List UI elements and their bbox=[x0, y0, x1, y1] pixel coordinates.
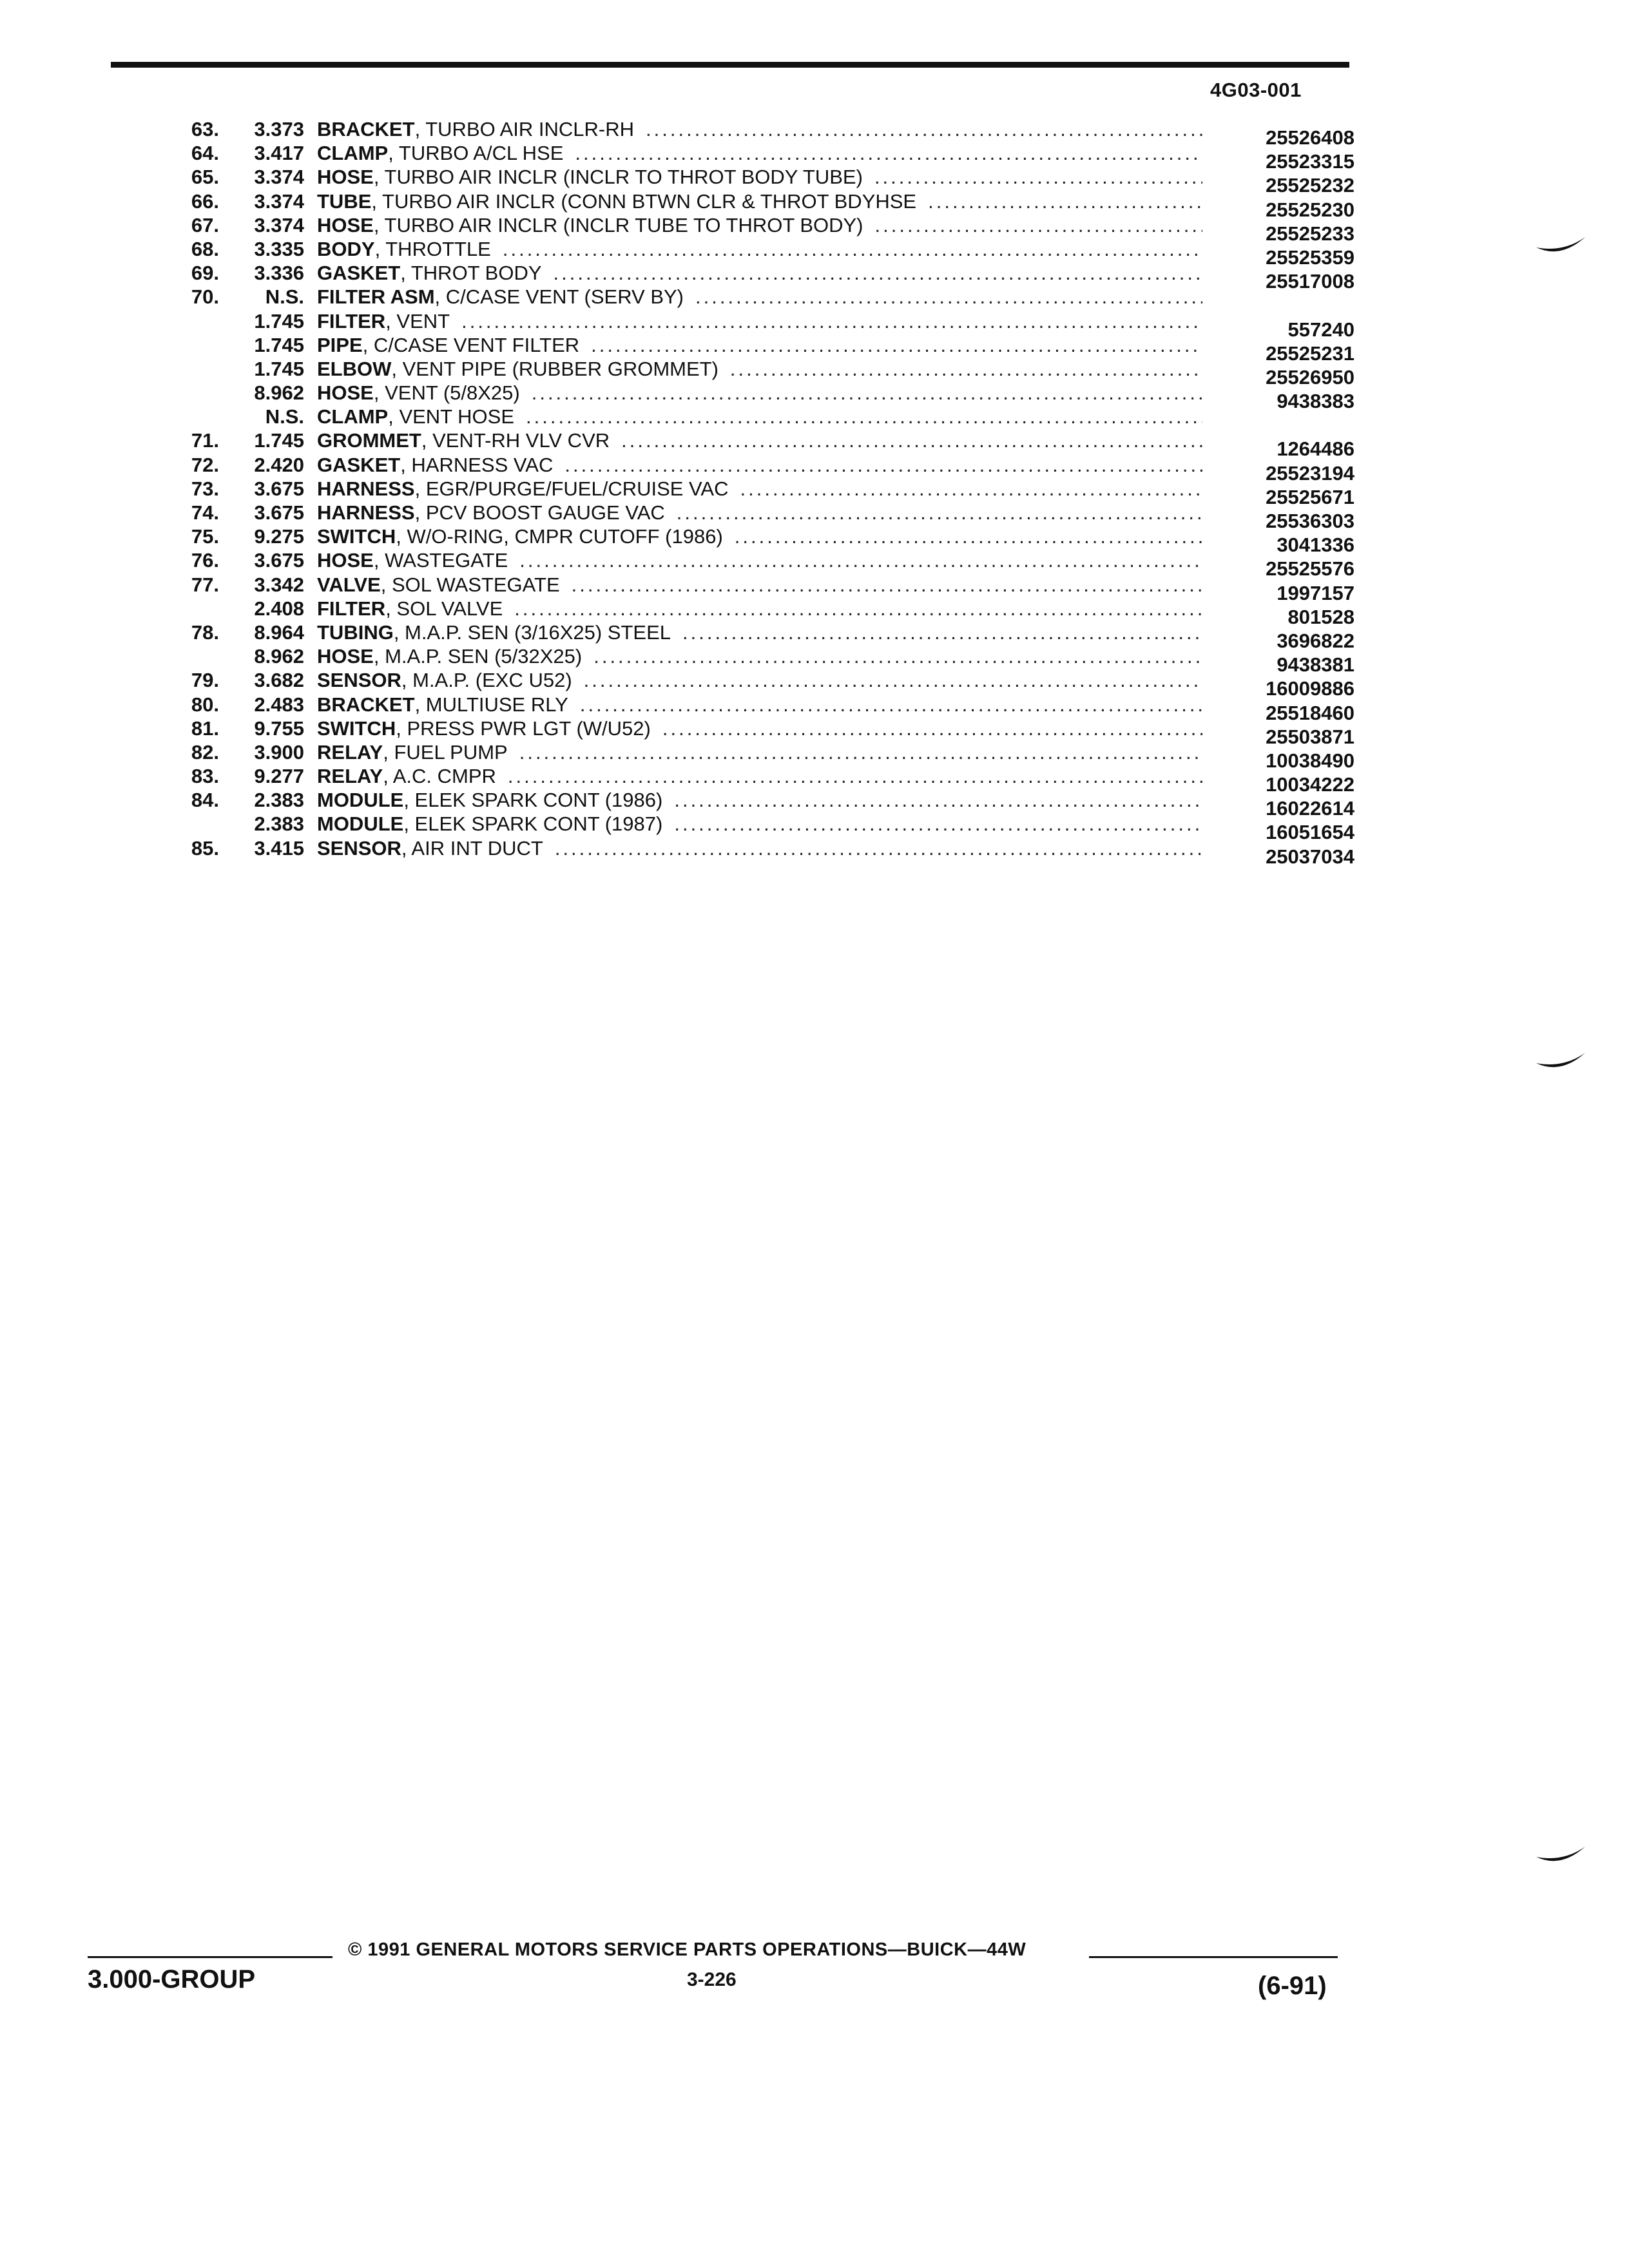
part-number: 10038490 bbox=[1266, 749, 1354, 772]
ref-number: 2.383 bbox=[254, 789, 304, 812]
leader-dots bbox=[575, 141, 1202, 165]
part-number: 1264486 bbox=[1277, 437, 1354, 461]
part-name: VALVE bbox=[317, 573, 381, 596]
parts-row bbox=[155, 261, 1354, 293]
part-description bbox=[317, 453, 1206, 477]
part-name: BRACKET bbox=[317, 693, 415, 716]
parts-row bbox=[155, 812, 1354, 844]
part-name: HARNESS bbox=[317, 501, 415, 524]
parts-row bbox=[155, 716, 1354, 748]
part-number: 25525671 bbox=[1266, 485, 1354, 508]
leader-dots bbox=[554, 261, 1202, 285]
part-number: 16051654 bbox=[1266, 821, 1354, 844]
ref-number: 3.675 bbox=[254, 477, 304, 500]
part-name: RELAY bbox=[317, 765, 383, 788]
part-name: MODULE bbox=[317, 789, 404, 812]
parts-row bbox=[155, 285, 1354, 309]
part-name: SWITCH bbox=[317, 716, 396, 740]
part-detail: , VENT (5/8X25) bbox=[373, 381, 520, 405]
part-description bbox=[317, 524, 1206, 548]
part-detail: , FUEL PUMP bbox=[383, 740, 508, 764]
part-detail: , W/O-RING, CMPR CUTOFF (1986) bbox=[396, 525, 723, 548]
part-description bbox=[317, 333, 1206, 357]
ref-number: 1.745 bbox=[254, 357, 304, 380]
ref-number: N.S. bbox=[265, 285, 304, 309]
part-number: 25523315 bbox=[1266, 150, 1354, 173]
part-number: 25525230 bbox=[1266, 198, 1354, 221]
part-detail: , VENT-RH VLV CVR bbox=[421, 429, 610, 452]
item-number: 69. bbox=[191, 262, 219, 285]
part-description bbox=[317, 165, 1206, 189]
ref-number: 3.374 bbox=[254, 166, 304, 189]
parts-row bbox=[155, 524, 1354, 557]
ref-number: 8.962 bbox=[254, 645, 304, 668]
item-number: 64. bbox=[191, 142, 219, 165]
part-number: 25525576 bbox=[1266, 557, 1354, 581]
part-number: 3041336 bbox=[1277, 533, 1354, 557]
parts-row bbox=[155, 620, 1354, 652]
top-rule bbox=[111, 62, 1349, 68]
ref-number: 3.682 bbox=[254, 669, 304, 692]
part-detail: , SOL VALVE bbox=[385, 597, 503, 620]
leader-dots bbox=[532, 381, 1202, 405]
leader-dots bbox=[874, 165, 1202, 189]
ref-number: 9.277 bbox=[254, 765, 304, 788]
item-number: 81. bbox=[191, 716, 219, 740]
leader-dots bbox=[461, 309, 1202, 333]
parts-row bbox=[155, 764, 1354, 796]
leader-dots bbox=[580, 693, 1202, 716]
item-number: 79. bbox=[191, 669, 219, 692]
item-number: 67. bbox=[191, 213, 219, 236]
footer-page-number: 3-226 bbox=[687, 1969, 737, 1990]
part-number: 25525232 bbox=[1266, 174, 1354, 197]
parts-row bbox=[155, 333, 1354, 365]
part-name: HOSE bbox=[317, 549, 374, 572]
parts-row bbox=[155, 428, 1354, 461]
part-detail: , ELEK SPARK CONT (1987) bbox=[403, 812, 663, 836]
leader-dots bbox=[674, 788, 1202, 812]
part-name: FILTER ASM bbox=[317, 285, 435, 309]
ref-number: 1.745 bbox=[254, 429, 304, 452]
part-description bbox=[317, 381, 1206, 405]
part-detail: , M.A.P. SEN (3/16X25) STEEL bbox=[393, 620, 671, 644]
parts-row bbox=[155, 117, 1354, 149]
page-code: 4G03-001 bbox=[1210, 79, 1302, 101]
ref-number: 3.342 bbox=[254, 573, 304, 596]
part-detail: , AIR INT DUCT bbox=[401, 836, 543, 860]
item-number: 76. bbox=[191, 549, 219, 572]
part-detail: , M.A.P. SEN (5/32X25) bbox=[373, 645, 583, 668]
item-number: 78. bbox=[191, 620, 219, 644]
parts-row bbox=[155, 141, 1354, 173]
ref-number: 3.335 bbox=[254, 237, 304, 260]
part-description bbox=[317, 764, 1206, 788]
leader-dots bbox=[591, 333, 1202, 357]
part-number: 10034222 bbox=[1266, 773, 1354, 796]
leader-dots bbox=[572, 573, 1202, 597]
part-detail: , WASTEGATE bbox=[373, 549, 508, 572]
leader-dots bbox=[519, 548, 1202, 572]
part-detail: , TURBO A/CL HSE bbox=[388, 142, 564, 165]
part-detail: , EGR/PURGE/FUEL/CRUISE VAC bbox=[414, 477, 729, 500]
part-number: 25503871 bbox=[1266, 725, 1354, 748]
part-description bbox=[317, 237, 1206, 261]
ref-number: 2.483 bbox=[254, 693, 304, 716]
ref-number: N.S. bbox=[265, 405, 304, 428]
part-detail: , TURBO AIR INCLR-RH bbox=[414, 118, 635, 140]
ref-number: 3.336 bbox=[254, 262, 304, 285]
part-name: PIPE bbox=[317, 333, 363, 356]
part-name: TUBE bbox=[317, 189, 372, 213]
part-name: BODY bbox=[317, 237, 375, 260]
footer-rule-left bbox=[88, 1956, 333, 1958]
leader-dots bbox=[695, 285, 1202, 309]
item-number: 73. bbox=[191, 477, 219, 500]
part-description bbox=[317, 548, 1206, 572]
part-number: 25525359 bbox=[1266, 245, 1354, 269]
part-description bbox=[317, 189, 1206, 213]
ref-number: 8.962 bbox=[254, 381, 304, 405]
ref-number: 1.745 bbox=[254, 333, 304, 356]
part-description bbox=[317, 428, 1206, 452]
part-detail: , THROT BODY bbox=[400, 262, 542, 285]
leader-dots bbox=[730, 357, 1202, 381]
item-number: 80. bbox=[191, 693, 219, 716]
leader-dots bbox=[682, 620, 1202, 644]
parts-row bbox=[155, 501, 1354, 532]
part-detail: , SOL WASTEGATE bbox=[380, 573, 560, 596]
part-number: 25526950 bbox=[1266, 365, 1354, 389]
part-description bbox=[317, 644, 1206, 668]
part-description bbox=[317, 668, 1206, 692]
binder-hole-mark bbox=[1535, 1843, 1586, 1869]
leader-dots bbox=[674, 812, 1202, 836]
part-description bbox=[317, 788, 1206, 812]
ref-number: 2.408 bbox=[254, 597, 304, 620]
footer-date: (6-91) bbox=[1258, 1972, 1327, 2000]
footer-group: 3.000-GROUP bbox=[88, 1965, 256, 1994]
parts-row bbox=[155, 788, 1354, 820]
part-description bbox=[317, 309, 1206, 333]
leader-dots bbox=[564, 453, 1202, 477]
part-description bbox=[317, 477, 1206, 501]
part-description bbox=[317, 716, 1206, 740]
part-number: 557240 bbox=[1287, 318, 1354, 341]
part-name: HOSE bbox=[317, 166, 374, 189]
leader-dots bbox=[584, 668, 1202, 692]
part-detail: , HARNESS VAC bbox=[400, 453, 554, 476]
ref-number: 3.900 bbox=[254, 740, 304, 764]
part-name: HOSE bbox=[317, 645, 374, 668]
part-name: ELBOW bbox=[317, 357, 392, 380]
item-number: 85. bbox=[191, 836, 219, 860]
ref-number: 3.415 bbox=[254, 836, 304, 860]
leader-dots bbox=[593, 644, 1202, 668]
item-number: 77. bbox=[191, 573, 219, 596]
part-number: 25525231 bbox=[1266, 341, 1354, 365]
leader-dots bbox=[555, 836, 1202, 860]
footer-rule-right bbox=[1089, 1956, 1338, 1958]
leader-dots bbox=[526, 405, 1202, 428]
part-detail: , PCV BOOST GAUGE VAC bbox=[414, 501, 665, 524]
part-number: 801528 bbox=[1287, 605, 1354, 628]
part-detail: , VENT HOSE bbox=[388, 405, 515, 428]
part-name: SENSOR bbox=[317, 669, 401, 692]
part-description bbox=[317, 597, 1206, 620]
part-detail: , PRESS PWR LGT (W/U52) bbox=[396, 716, 651, 740]
ref-number: 3.417 bbox=[254, 142, 304, 165]
part-description bbox=[317, 117, 1206, 141]
part-detail: , ELEK SPARK CONT (1986) bbox=[403, 789, 663, 812]
footer-copyright: © 1991 GENERAL MOTORS SERVICE PARTS OPERATIONS—BUICK—44W bbox=[348, 1939, 1027, 1960]
parts-row bbox=[155, 165, 1354, 197]
part-description bbox=[317, 357, 1206, 381]
part-detail: , TURBO AIR INCLR (INCLR TO THROT BODY TUBE) bbox=[373, 166, 863, 189]
part-name: GROMMET bbox=[317, 429, 421, 452]
part-description bbox=[317, 261, 1206, 285]
part-description bbox=[317, 693, 1206, 716]
ref-number: 2.383 bbox=[254, 812, 304, 836]
ref-number: 1.745 bbox=[254, 309, 304, 332]
part-name: HARNESS bbox=[317, 477, 415, 500]
parts-row bbox=[155, 597, 1354, 628]
leader-dots bbox=[875, 213, 1203, 237]
part-name: TUBING bbox=[317, 620, 394, 644]
part-name: HOSE bbox=[317, 213, 374, 236]
leader-dots bbox=[519, 740, 1202, 764]
leader-dots bbox=[677, 501, 1202, 524]
part-number: 1997157 bbox=[1277, 581, 1354, 604]
part-number: 25536303 bbox=[1266, 510, 1354, 532]
part-detail: , A.C. CMPR bbox=[383, 765, 496, 788]
parts-row bbox=[155, 237, 1354, 269]
part-name: GASKET bbox=[317, 262, 401, 285]
item-number: 65. bbox=[191, 166, 219, 189]
ref-number: 3.675 bbox=[254, 501, 304, 524]
part-description bbox=[317, 573, 1206, 597]
part-name: SWITCH bbox=[317, 525, 396, 548]
part-number: 9438383 bbox=[1277, 390, 1354, 413]
parts-row bbox=[155, 668, 1354, 700]
part-detail: , VENT bbox=[385, 309, 450, 332]
leader-dots bbox=[621, 428, 1202, 452]
part-detail: , VENT PIPE (RUBBER GROMMET) bbox=[391, 357, 718, 380]
item-number: 72. bbox=[191, 453, 219, 476]
leader-dots bbox=[508, 764, 1202, 788]
item-number: 68. bbox=[191, 237, 219, 260]
parts-row bbox=[155, 381, 1354, 413]
part-name: GASKET bbox=[317, 453, 401, 476]
part-name: FILTER bbox=[317, 309, 386, 332]
parts-row bbox=[155, 189, 1354, 221]
parts-list bbox=[155, 117, 1354, 868]
part-name: HOSE bbox=[317, 381, 374, 405]
ref-number: 3.374 bbox=[254, 213, 304, 236]
parts-row bbox=[155, 693, 1354, 724]
part-description bbox=[317, 501, 1206, 524]
part-number: 25523194 bbox=[1266, 461, 1354, 485]
item-number: 75. bbox=[191, 525, 219, 548]
parts-row bbox=[155, 357, 1354, 389]
parts-row bbox=[155, 405, 1354, 428]
part-description bbox=[317, 285, 1206, 309]
part-number: 16022614 bbox=[1266, 797, 1354, 820]
item-number: 83. bbox=[191, 765, 219, 788]
part-description bbox=[317, 620, 1206, 644]
part-detail: , TURBO AIR INCLR (CONN BTWN CLR & THROT BDYHSE bbox=[371, 189, 917, 213]
part-detail: , TURBO AIR INCLR (INCLR TUBE TO THROT BODY) bbox=[373, 213, 863, 236]
parts-row bbox=[155, 309, 1354, 341]
part-number: 25526408 bbox=[1266, 126, 1354, 149]
part-number: 25517008 bbox=[1266, 270, 1354, 293]
ref-number: 3.373 bbox=[254, 118, 304, 140]
binder-hole-mark bbox=[1535, 1049, 1586, 1075]
item-number: 70. bbox=[191, 285, 219, 309]
parts-row bbox=[155, 573, 1354, 604]
part-detail: , C/CASE VENT (SERV BY) bbox=[434, 285, 684, 309]
part-name: RELAY bbox=[317, 740, 383, 764]
part-name: FILTER bbox=[317, 597, 386, 620]
parts-row bbox=[155, 213, 1354, 245]
part-description bbox=[317, 405, 1206, 428]
leader-dots bbox=[928, 189, 1202, 213]
part-number: 25525233 bbox=[1266, 222, 1354, 245]
part-detail: , MULTIUSE RLY bbox=[414, 693, 568, 716]
ref-number: 9.755 bbox=[254, 716, 304, 740]
part-name: MODULE bbox=[317, 812, 404, 836]
part-number: 25037034 bbox=[1266, 845, 1354, 868]
item-number: 71. bbox=[191, 429, 219, 452]
leader-dots bbox=[503, 237, 1202, 261]
ref-number: 8.964 bbox=[254, 620, 304, 644]
item-number: 84. bbox=[191, 789, 219, 812]
ref-number: 9.275 bbox=[254, 525, 304, 548]
part-description bbox=[317, 812, 1206, 836]
part-description bbox=[317, 836, 1206, 860]
part-number: 16009886 bbox=[1266, 677, 1354, 700]
part-detail: , THROTTLE bbox=[374, 237, 491, 260]
ref-number: 2.420 bbox=[254, 453, 304, 476]
part-number: 25518460 bbox=[1266, 701, 1354, 724]
item-number: 63. bbox=[191, 118, 219, 140]
item-number: 66. bbox=[191, 189, 219, 213]
part-name: BRACKET bbox=[317, 118, 415, 140]
part-name: CLAMP bbox=[317, 405, 389, 428]
leader-dots bbox=[735, 524, 1202, 548]
parts-row bbox=[155, 836, 1354, 868]
part-detail: , C/CASE VENT FILTER bbox=[362, 333, 580, 356]
item-number: 74. bbox=[191, 501, 219, 524]
ref-number: 3.675 bbox=[254, 549, 304, 572]
part-number: 9438381 bbox=[1277, 653, 1354, 677]
parts-row bbox=[155, 644, 1354, 677]
leader-dots bbox=[646, 117, 1202, 141]
ref-number: 3.374 bbox=[254, 189, 304, 213]
part-description bbox=[317, 213, 1206, 237]
leader-dots bbox=[740, 477, 1203, 501]
part-number: 3696822 bbox=[1277, 629, 1354, 652]
leader-dots bbox=[514, 597, 1202, 620]
parts-row bbox=[155, 740, 1354, 772]
part-name: CLAMP bbox=[317, 142, 389, 165]
leader-dots bbox=[662, 716, 1202, 740]
item-number: 82. bbox=[191, 740, 219, 764]
parts-row bbox=[155, 477, 1354, 508]
part-name: SENSOR bbox=[317, 836, 401, 860]
parts-row bbox=[155, 548, 1354, 581]
binder-hole-mark bbox=[1535, 233, 1586, 259]
part-detail: , M.A.P. (EXC U52) bbox=[401, 669, 572, 692]
part-description bbox=[317, 740, 1206, 764]
parts-row bbox=[155, 453, 1354, 485]
part-description bbox=[317, 141, 1206, 165]
